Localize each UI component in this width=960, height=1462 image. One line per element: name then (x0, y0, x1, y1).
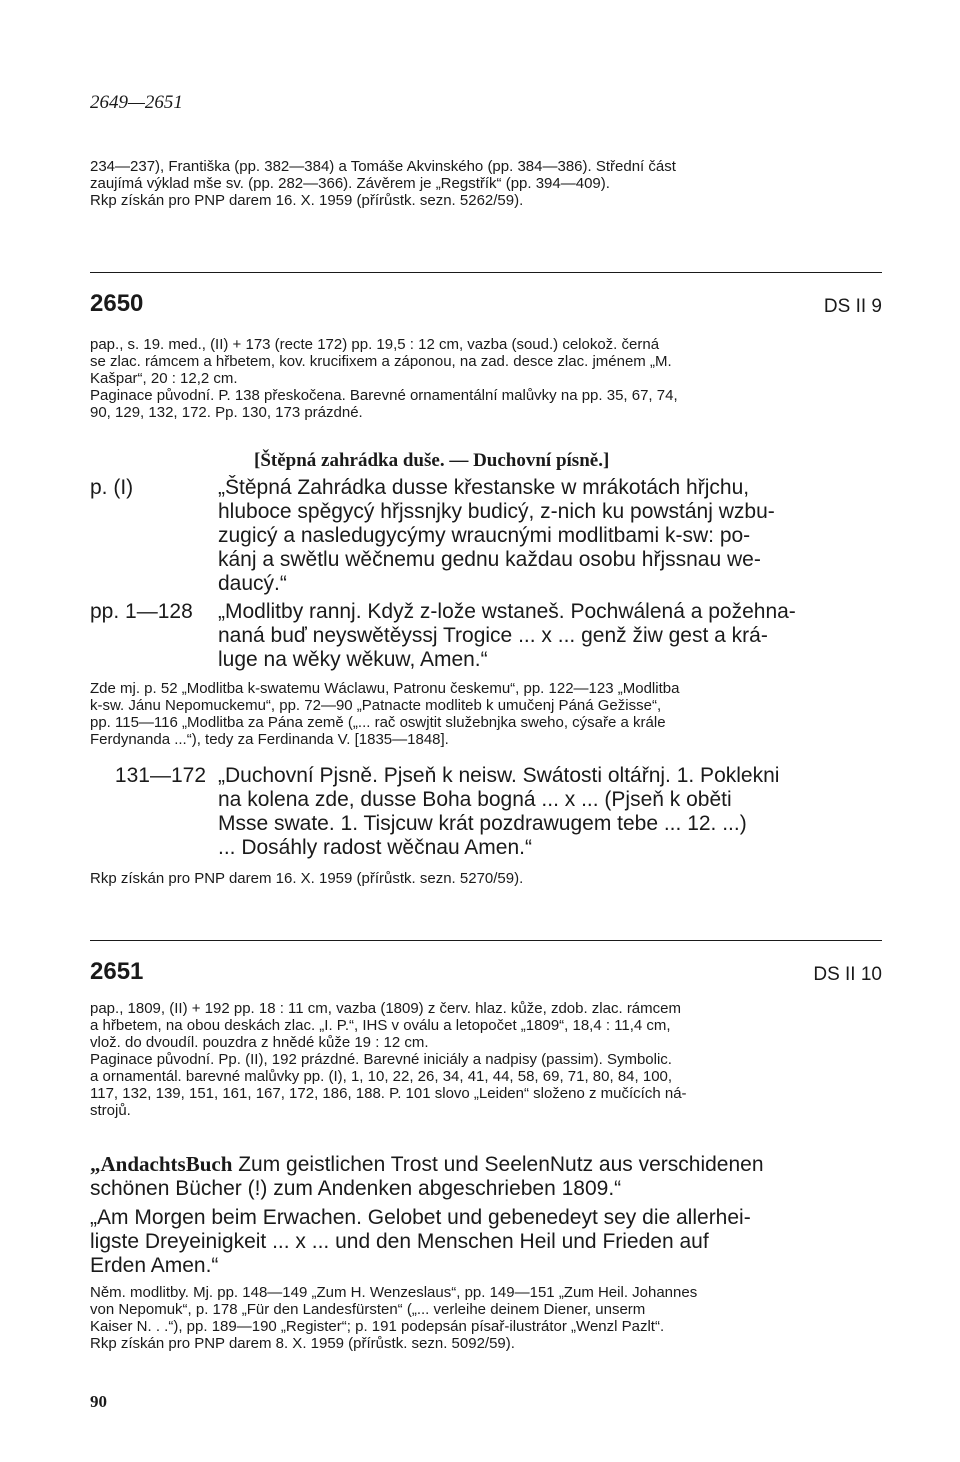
entry-2650-description (90, 336, 882, 421)
description-line: a hřbetem, na obou deskách zlac. „I. P.“, IHS v oválu a letopočet „1809“, 18,4 : 11,4 cm, (90, 1017, 671, 1034)
page-label: p. (I) (90, 476, 134, 499)
shelf-signature: DS II 9 (823, 296, 882, 317)
title-rest: Zum geistlichen Trost und SeelenNutz aus verschidenen (232, 1153, 764, 1176)
entry-2651-description (90, 1000, 882, 1119)
description-line: pap., 1809, (II) + 192 pp. 18 : 11 cm, vazba (1809) z červ. hlaz. kůže, zdob. zlac. rámcem (90, 1000, 681, 1017)
text-line: ... Dosáhly radost wěčnau Amen.“ (218, 836, 532, 859)
incipit-line: Erden Amen.“ (90, 1254, 219, 1277)
description-line: Paginace původní. P. 138 přeskočena. Barevné ornamentální malůvky na pp. 35, 67, 74, (90, 387, 678, 404)
description-line: a ornamentál. barevné malůvky pp. (I), 1, 10, 22, 26, 34, 41, 44, 58, 69, 71, 80, 84, 100, (90, 1068, 673, 1085)
intro-line: zaujímá výklad mše sv. (pp. 282—366). Závěrem je „Regstřík“ (pp. 394—409). (90, 175, 610, 192)
note-line: von Nepomuk“, p. 178 „Für den Landesfürsten“ („... verleihe deinem Diener, unserm (90, 1301, 646, 1318)
text-line: zugicý a nasledugycýmy wraucnými modlitbami k-sw: po- (218, 524, 751, 547)
description-line: se zlac. rámcem a hřbetem, kov. krucifixem a záponou, na zad. desce zlac. jménem „M. (90, 353, 672, 370)
section-text (218, 600, 882, 672)
entry-2650-section-p1 (90, 476, 882, 596)
text-line: kánj a swětlu wěčnemu gednu každau osobu hřjssnau we- (218, 548, 761, 571)
intro-line: 234—237), Františka (pp. 382—384) a Tomáše Akvinského (pp. 384—386). Střední část (90, 158, 676, 175)
entry-2651-incipit (90, 1206, 882, 1278)
entry-2650-section-pp2 (90, 764, 882, 864)
text-line: „Štěpná Zahrádka dusse křestanske w mrákotách hřjchu, (218, 476, 750, 499)
description-line: 90, 129, 132, 172. Pp. 130, 173 prázdné. (90, 404, 363, 421)
entry-number: 2651 (90, 958, 144, 985)
page-label: pp. 1—128 (90, 600, 193, 623)
title-bold-word: „AndachtsBuch (90, 1152, 233, 1176)
description-line: 117, 132, 139, 151, 161, 167, 172, 186, 188. P. 101 slovo „Leiden“ složeno z mučících ná- (90, 1085, 687, 1102)
text-line: na kolena zde, dusse Boha bogná ... x ... (Pjseň k oběti (218, 788, 732, 811)
text-line: luge na wěky wěkuw, Amen.“ (218, 648, 488, 671)
note-line: Rkp získán pro PNP darem 8. X. 1959 (přírůstk. sezn. 5092/59). (90, 1335, 515, 1352)
note-line: Ferdynanda ...“), tedy za Ferdinanda V. [1835—1848]. (90, 731, 449, 748)
shelf-signature: DS II 10 (813, 964, 882, 985)
note-line: Zde mj. p. 52 „Modlitba k-swatemu Wáclawu, Patronu českemu“, pp. 122—123 „Modlitba (90, 680, 680, 697)
description-line: Paginace původní. Pp. (II), 192 prázdné. Barevné iniciály a nadpisy (passim). Symbolic. (90, 1051, 672, 1068)
text-line: Msse swate. 1. Tisjcuw krát pozdrawugem tebe ... 12. ...) (218, 812, 747, 835)
note-line: Kaiser N. . .“), pp. 189—190 „Register“; p. 191 podepsán písař-ilustrátor „Wenzl Pazlt“. (90, 1318, 665, 1335)
running-head: 2649—2651 (90, 92, 183, 113)
entry-2650-acquisition: Rkp získán pro PNP darem 16. X. 1959 (přírůstk. sezn. 5270/59). (90, 870, 524, 887)
entry-2650-note (90, 680, 882, 748)
incipit-line: ligste Dreyeinigkeit ... x ... und den Menschen Heil und Frieden auf (90, 1230, 709, 1253)
entry-number: 2650 (90, 290, 144, 317)
section-divider (90, 940, 882, 941)
text-line: „Modlitby rannj. Když z-lože wstaneš. Pochwálená a požehna- (218, 600, 796, 623)
description-line: vlož. do dvoudíl. pouzdra z hnědé kůže 19 : 12 cm. (90, 1034, 429, 1051)
section-divider (90, 272, 882, 273)
entry-2650-section-pp1 (90, 600, 882, 674)
entry-2651-title (90, 1152, 882, 1201)
intro-paragraph (90, 158, 882, 209)
entry-2651-header (90, 958, 882, 990)
title-line (90, 1152, 882, 1177)
entry-2650-header (90, 290, 882, 322)
description-line: Kašpar“, 20 : 12,2 cm. (90, 370, 238, 387)
catalog-page (90, 0, 882, 1462)
section-text (218, 764, 882, 860)
incipit-line: „Am Morgen beim Erwachen. Gelobet und gebenedeyt sey die allerhei- (90, 1206, 751, 1229)
text-line: daucý.“ (218, 572, 287, 595)
text-line: hluboce spěgycý hřjssnjky budicý, z-nich ku powstánj wzbu- (218, 500, 775, 523)
description-line: pap., s. 19. med., (II) + 173 (recte 172) pp. 19,5 : 12 cm, vazba (soud.) celokož. černá (90, 336, 660, 353)
description-line: strojů. (90, 1102, 131, 1119)
note-line: pp. 115—116 „Modlitba za Pána země („... rač oswjtit služebnjka sweho, cýsaře a krále (90, 714, 666, 731)
text-line: naná buď neyswětěyssj Trogice ... x ... genž žiw gest a krá- (218, 624, 768, 647)
note-line: Něm. modlitby. Mj. pp. 148—149 „Zum H. Wenzeslaus“, pp. 149—151 „Zum Heil. Johannes (90, 1284, 698, 1301)
note-line: k-sw. Jánu Nepomuckemu“, pp. 72—90 „Patnacte modliteb k umučenj Páná Gežisse“, (90, 697, 662, 714)
section-text (218, 476, 882, 596)
text-line: „Duchovní Pjsně. Pjseň k neisw. Swátosti oltářnj. 1. Poklekni (218, 764, 780, 787)
page-number: 90 (90, 1392, 107, 1411)
entry-2651-note (90, 1284, 882, 1352)
entry-2650-title: [Štěpná zahrádka duše. — Duchovní písně.] (254, 450, 610, 471)
title-line: schönen Bücher (!) zum Andenken abgeschrieben 1809.“ (90, 1177, 622, 1200)
page-label: 131—172 (114, 764, 206, 787)
intro-line: Rkp získán pro PNP darem 16. X. 1959 (přírůstk. sezn. 5262/59). (90, 192, 524, 209)
